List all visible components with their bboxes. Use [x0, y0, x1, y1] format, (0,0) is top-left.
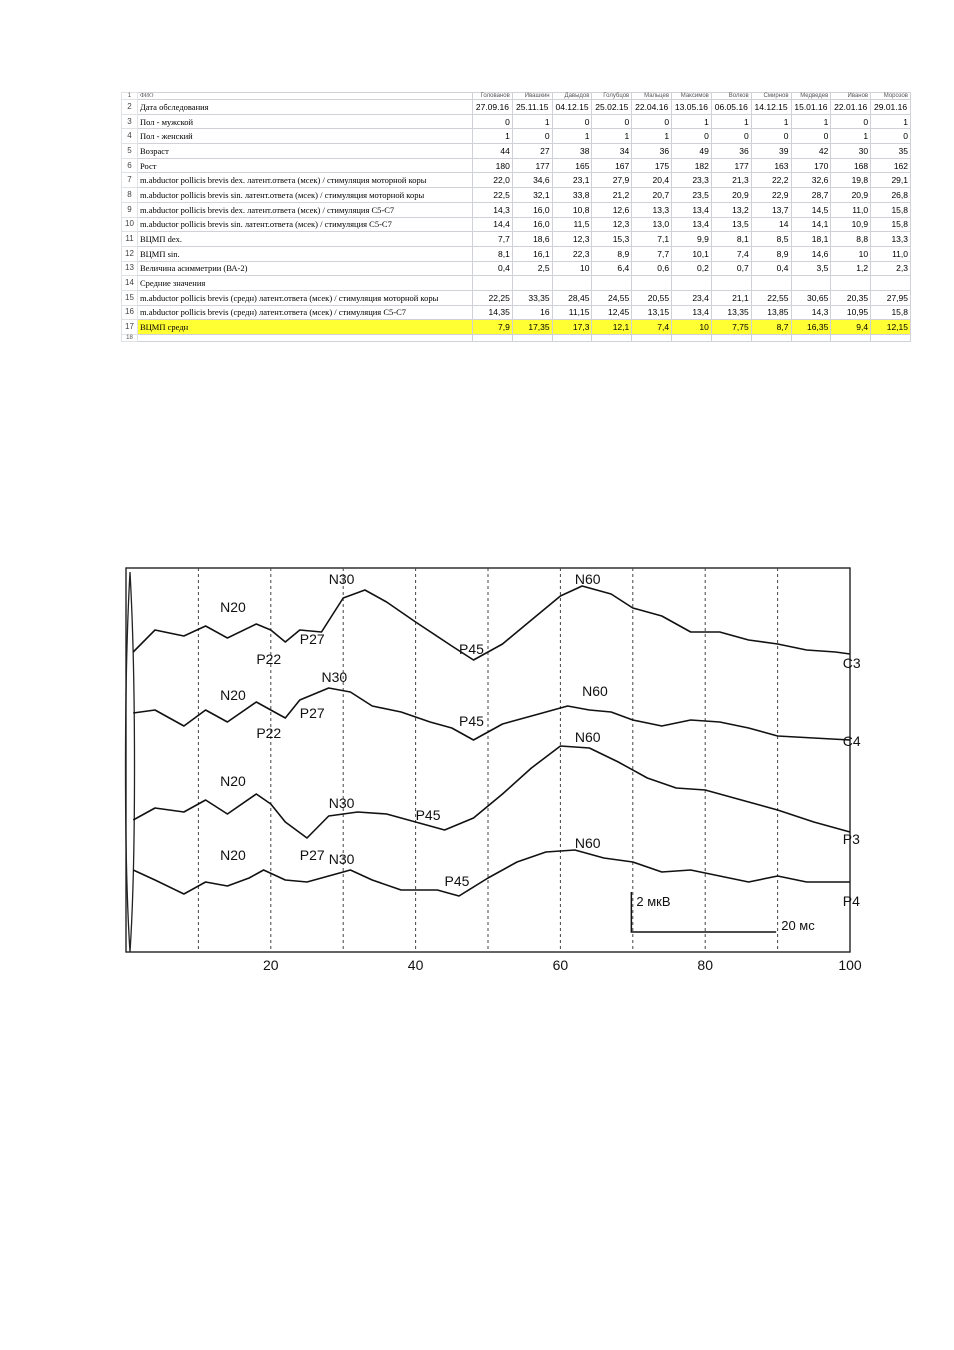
- value-cell: 15,8: [871, 217, 911, 232]
- value-cell: 8,7: [751, 320, 791, 335]
- value-cell: 182: [672, 158, 712, 173]
- x-tick-label: 100: [838, 957, 862, 973]
- row-label: Величина асимметрии (ВА-2): [138, 261, 473, 276]
- row-label: Пол - женский: [138, 129, 473, 144]
- row-number: 6: [122, 158, 138, 173]
- value-cell: 33,35: [512, 290, 552, 305]
- value-cell: Голованов: [473, 93, 513, 100]
- value-cell: 42: [791, 144, 831, 159]
- value-cell: [711, 335, 751, 342]
- value-cell: [871, 276, 911, 291]
- value-cell: 23,4: [672, 290, 712, 305]
- value-cell: 13,5: [711, 217, 751, 232]
- table-row: [122, 114, 911, 129]
- table-row: [122, 261, 911, 276]
- value-cell: 29,1: [871, 173, 911, 188]
- row-number: 10: [122, 217, 138, 232]
- value-cell: 167: [592, 158, 632, 173]
- value-cell: 22,55: [751, 290, 791, 305]
- value-cell: 1: [791, 114, 831, 129]
- value-cell: 13,3: [871, 232, 911, 247]
- row-number: 17: [122, 320, 138, 335]
- value-cell: Давыдов: [552, 93, 592, 100]
- x-tick-label: 60: [552, 957, 569, 973]
- value-cell: 8,8: [831, 232, 871, 247]
- row-label: Средние значения: [138, 276, 473, 291]
- value-cell: 27,9: [592, 173, 632, 188]
- value-cell: 13,0: [632, 217, 672, 232]
- row-number: 7: [122, 173, 138, 188]
- table-row: [122, 158, 911, 173]
- peak-label: N20: [220, 847, 246, 863]
- trace-p3: [133, 746, 850, 838]
- value-cell: 44: [473, 144, 513, 159]
- peak-label: N30: [328, 571, 355, 587]
- value-cell: 15.01.16: [791, 100, 831, 115]
- value-cell: 13,15: [632, 305, 672, 320]
- value-cell: 22,9: [751, 188, 791, 203]
- table-row: [122, 246, 911, 261]
- row-partial: [122, 335, 911, 342]
- table-row: [122, 129, 911, 144]
- peak-label: N30: [321, 669, 348, 685]
- value-cell: 19,8: [831, 173, 871, 188]
- channel-label: P3: [842, 831, 860, 847]
- value-cell: [552, 276, 592, 291]
- value-cell: 1: [672, 114, 712, 129]
- peak-label: P27: [299, 705, 325, 721]
- value-cell: Иванов: [831, 93, 871, 100]
- row-label: m.abductor pollicis brevis sin. латент.ответа (мсек) / стимуляция С5-С7: [138, 217, 473, 232]
- value-cell: [711, 276, 751, 291]
- row-number: 15: [122, 290, 138, 305]
- value-cell: 177: [512, 158, 552, 173]
- peak-label: N60: [574, 729, 601, 745]
- peak-label: N60: [582, 683, 608, 699]
- peak-label: P22: [256, 651, 282, 667]
- value-cell: 27.09.16: [473, 100, 513, 115]
- value-cell: 1: [831, 129, 871, 144]
- value-cell: 11,5: [552, 217, 592, 232]
- row-label: ВЦМП sin.: [138, 246, 473, 261]
- latency-data-table: [121, 92, 911, 342]
- value-cell: 10,1: [672, 246, 712, 261]
- peak-label: P45: [459, 713, 484, 729]
- row-number: 14: [122, 276, 138, 291]
- peak-label: N20: [220, 687, 246, 703]
- value-cell: 17,35: [512, 320, 552, 335]
- row-label: m.abductor pollicis brevis dex. латент.ответа (мсек) / стимуляция моторной коры: [138, 173, 473, 188]
- value-cell: 8,5: [751, 232, 791, 247]
- value-cell: 11,15: [552, 305, 592, 320]
- value-cell: Максимов: [672, 93, 712, 100]
- stimulus-artifact: [126, 572, 135, 952]
- value-cell: 18,6: [512, 232, 552, 247]
- value-cell: [473, 335, 513, 342]
- sep-waveform-figure: [118, 560, 862, 980]
- value-cell: 16,0: [512, 217, 552, 232]
- value-cell: 8,1: [711, 232, 751, 247]
- value-cell: 180: [473, 158, 513, 173]
- value-cell: [831, 276, 871, 291]
- value-cell: 33,8: [552, 188, 592, 203]
- row-number: 13: [122, 261, 138, 276]
- value-cell: [672, 335, 712, 342]
- value-cell: 12,15: [871, 320, 911, 335]
- row-number: 18: [122, 335, 138, 342]
- value-cell: 13,4: [672, 217, 712, 232]
- value-cell: 35: [871, 144, 911, 159]
- value-cell: 1,2: [831, 261, 871, 276]
- value-cell: 0: [592, 114, 632, 129]
- value-cell: 10: [552, 261, 592, 276]
- value-cell: 30: [831, 144, 871, 159]
- value-cell: [552, 335, 592, 342]
- row-label: Возраст: [138, 144, 473, 159]
- value-cell: 165: [552, 158, 592, 173]
- value-cell: 0: [831, 114, 871, 129]
- row-number: 1: [122, 93, 138, 100]
- value-cell: 2,3: [871, 261, 911, 276]
- value-cell: 32,1: [512, 188, 552, 203]
- value-cell: [871, 335, 911, 342]
- value-cell: Морозов: [871, 93, 911, 100]
- value-cell: 7,4: [632, 320, 672, 335]
- channel-label: C4: [842, 733, 861, 749]
- value-cell: 0: [711, 129, 751, 144]
- value-cell: 0: [512, 129, 552, 144]
- value-cell: 34: [592, 144, 632, 159]
- value-cell: 16,0: [512, 202, 552, 217]
- scale-amplitude-label: 2 мкВ: [636, 894, 671, 909]
- value-cell: 28,45: [552, 290, 592, 305]
- value-cell: 20,9: [711, 188, 751, 203]
- value-cell: 38: [552, 144, 592, 159]
- value-cell: 13,4: [672, 305, 712, 320]
- value-cell: 36: [711, 144, 751, 159]
- value-cell: 1: [473, 129, 513, 144]
- value-cell: Ивашкин: [512, 93, 552, 100]
- value-cell: 9,4: [831, 320, 871, 335]
- value-cell: 39: [751, 144, 791, 159]
- value-cell: 7,7: [632, 246, 672, 261]
- value-cell: 23,1: [552, 173, 592, 188]
- value-cell: 10,9: [831, 217, 871, 232]
- value-cell: 12,6: [592, 202, 632, 217]
- value-cell: 11,0: [831, 202, 871, 217]
- value-cell: 0: [672, 129, 712, 144]
- value-cell: [592, 335, 632, 342]
- value-cell: Волков: [711, 93, 751, 100]
- value-cell: 15,3: [592, 232, 632, 247]
- value-cell: [831, 335, 871, 342]
- value-cell: Голубцов: [592, 93, 632, 100]
- value-cell: 20,55: [632, 290, 672, 305]
- value-cell: 13,4: [672, 202, 712, 217]
- value-cell: 1: [512, 114, 552, 129]
- row-label: ВЦМП dex.: [138, 232, 473, 247]
- value-cell: [672, 276, 712, 291]
- value-cell: [751, 276, 791, 291]
- value-cell: 13,35: [711, 305, 751, 320]
- value-cell: 7,7: [473, 232, 513, 247]
- table-row: [122, 202, 911, 217]
- value-cell: [751, 335, 791, 342]
- value-cell: 0: [751, 129, 791, 144]
- value-cell: 10: [672, 320, 712, 335]
- x-tick-label: 80: [697, 957, 713, 973]
- row-label: m.abductor pollicis brevis dex. латент.ответа (мсек) / стимуляция С5-С7: [138, 202, 473, 217]
- value-cell: 14,3: [473, 202, 513, 217]
- value-cell: [791, 276, 831, 291]
- row-number: 11: [122, 232, 138, 247]
- value-cell: 20,7: [632, 188, 672, 203]
- peak-label: P45: [444, 873, 470, 889]
- value-cell: Мальцев: [632, 93, 672, 100]
- peak-label: P27: [299, 631, 325, 647]
- value-cell: 14.12.15: [751, 100, 791, 115]
- value-cell: 7,75: [711, 320, 751, 335]
- table-row: [122, 305, 911, 320]
- trace-c3: [133, 586, 850, 660]
- value-cell: 13.05.16: [672, 100, 712, 115]
- peak-label: N30: [328, 795, 355, 811]
- value-cell: 06.05.16: [711, 100, 751, 115]
- value-cell: 1: [871, 114, 911, 129]
- table-row: [122, 173, 911, 188]
- value-cell: 14,4: [473, 217, 513, 232]
- value-cell: Медведев: [791, 93, 831, 100]
- value-cell: 16: [512, 305, 552, 320]
- row-label: [138, 335, 473, 342]
- value-cell: 32,6: [791, 173, 831, 188]
- value-cell: 13,2: [711, 202, 751, 217]
- value-cell: 175: [632, 158, 672, 173]
- row-label: Пол - мужской: [138, 114, 473, 129]
- row-number: 16: [122, 305, 138, 320]
- row-label: Рост: [138, 158, 473, 173]
- value-cell: [512, 335, 552, 342]
- value-cell: 22,5: [473, 188, 513, 203]
- value-cell: 16,1: [512, 246, 552, 261]
- value-cell: 14,35: [473, 305, 513, 320]
- value-cell: 0,2: [672, 261, 712, 276]
- table-row: [122, 276, 911, 291]
- value-cell: 30,65: [791, 290, 831, 305]
- value-cell: 162: [871, 158, 911, 173]
- value-cell: 15,8: [871, 305, 911, 320]
- peak-label: N20: [220, 599, 246, 615]
- table-row: [122, 144, 911, 159]
- value-cell: 12,45: [592, 305, 632, 320]
- value-cell: [512, 276, 552, 291]
- value-cell: 170: [791, 158, 831, 173]
- value-cell: 28,7: [791, 188, 831, 203]
- value-cell: 8,9: [592, 246, 632, 261]
- row-number: 12: [122, 246, 138, 261]
- value-cell: 1: [632, 129, 672, 144]
- value-cell: 3,5: [791, 261, 831, 276]
- value-cell: 21,1: [711, 290, 751, 305]
- value-cell: 7,1: [632, 232, 672, 247]
- value-cell: 20,4: [632, 173, 672, 188]
- value-cell: 10: [831, 246, 871, 261]
- value-cell: 23,5: [672, 188, 712, 203]
- value-cell: 14: [751, 217, 791, 232]
- row-label: Дата обследования: [138, 100, 473, 115]
- value-cell: 0,6: [632, 261, 672, 276]
- table-row: [122, 232, 911, 247]
- value-cell: Смирнов: [751, 93, 791, 100]
- value-cell: 24,55: [592, 290, 632, 305]
- value-cell: 0: [791, 129, 831, 144]
- row-label: m.abductor pollicis brevis (средн) латент.ответа (мсек) / стимуляция С5-С7: [138, 305, 473, 320]
- table-row: [122, 217, 911, 232]
- value-cell: 22.04.16: [632, 100, 672, 115]
- value-cell: 29.01.16: [871, 100, 911, 115]
- value-cell: 23,3: [672, 173, 712, 188]
- value-cell: [632, 335, 672, 342]
- value-cell: 21,2: [592, 188, 632, 203]
- value-cell: 8,9: [751, 246, 791, 261]
- value-cell: 22,2: [751, 173, 791, 188]
- value-cell: 17,3: [552, 320, 592, 335]
- value-cell: 0,4: [473, 261, 513, 276]
- value-cell: [791, 335, 831, 342]
- value-cell: 13,85: [751, 305, 791, 320]
- table-row: [122, 188, 911, 203]
- value-cell: 20,35: [831, 290, 871, 305]
- value-cell: 22,25: [473, 290, 513, 305]
- value-cell: 36: [632, 144, 672, 159]
- value-cell: 7,9: [473, 320, 513, 335]
- value-cell: 14,5: [791, 202, 831, 217]
- value-cell: 13,3: [632, 202, 672, 217]
- value-cell: 49: [672, 144, 712, 159]
- value-cell: 1: [711, 114, 751, 129]
- value-cell: 13,7: [751, 202, 791, 217]
- value-cell: 18,1: [791, 232, 831, 247]
- value-cell: [632, 276, 672, 291]
- table-row: [122, 290, 911, 305]
- value-cell: 27: [512, 144, 552, 159]
- value-cell: 0: [632, 114, 672, 129]
- value-cell: 25.02.15: [592, 100, 632, 115]
- peak-label: P27: [299, 847, 325, 863]
- value-cell: 0: [473, 114, 513, 129]
- value-cell: 177: [711, 158, 751, 173]
- value-cell: [592, 276, 632, 291]
- peak-label: N60: [574, 571, 601, 587]
- value-cell: 04.12.15: [552, 100, 592, 115]
- header-row-partial: [122, 93, 911, 100]
- peak-label: P45: [459, 641, 484, 657]
- value-cell: 12,3: [592, 217, 632, 232]
- value-cell: 26,8: [871, 188, 911, 203]
- value-cell: [473, 276, 513, 291]
- value-cell: 14,6: [791, 246, 831, 261]
- peak-label: N60: [574, 835, 601, 851]
- value-cell: 1: [592, 129, 632, 144]
- x-tick-label: 20: [263, 957, 279, 973]
- peak-label: P22: [256, 725, 282, 741]
- channel-label: C3: [842, 655, 861, 671]
- value-cell: 0,7: [711, 261, 751, 276]
- row-label: m.abductor pollicis brevis (средн) латент.ответа (мсек) / стимуляция моторной коры: [138, 290, 473, 305]
- value-cell: 0: [871, 129, 911, 144]
- row-number: 2: [122, 100, 138, 115]
- peak-label: N30: [328, 851, 355, 867]
- value-cell: 0,4: [751, 261, 791, 276]
- value-cell: 9,9: [672, 232, 712, 247]
- value-cell: 16,35: [791, 320, 831, 335]
- value-cell: 10,95: [831, 305, 871, 320]
- value-cell: 1: [751, 114, 791, 129]
- peak-label: N20: [220, 773, 246, 789]
- row-number: 8: [122, 188, 138, 203]
- value-cell: 6,4: [592, 261, 632, 276]
- scale-time-label: 20 мс: [781, 918, 815, 933]
- value-cell: 14,3: [791, 305, 831, 320]
- value-cell: 22,0: [473, 173, 513, 188]
- value-cell: 15,8: [871, 202, 911, 217]
- value-cell: 21,3: [711, 173, 751, 188]
- row-number: 3: [122, 114, 138, 129]
- value-cell: 22,3: [552, 246, 592, 261]
- peak-label: P45: [415, 807, 441, 823]
- value-cell: 1: [552, 129, 592, 144]
- value-cell: 12,3: [552, 232, 592, 247]
- value-cell: 0: [552, 114, 592, 129]
- value-cell: 2,5: [512, 261, 552, 276]
- value-cell: 11,0: [871, 246, 911, 261]
- value-cell: 14,1: [791, 217, 831, 232]
- value-cell: 163: [751, 158, 791, 173]
- highlight-row: [122, 320, 911, 335]
- value-cell: 20,9: [831, 188, 871, 203]
- value-cell: 12,1: [592, 320, 632, 335]
- row-label: ВЦМП средн: [138, 320, 473, 335]
- row-number: 4: [122, 129, 138, 144]
- row-label: m.abductor pollicis brevis sin. латент.ответа (мсек) / стимуляция моторной коры: [138, 188, 473, 203]
- row-number: 5: [122, 144, 138, 159]
- value-cell: 168: [831, 158, 871, 173]
- date-row: [122, 100, 911, 115]
- row-label: ФИО: [138, 93, 473, 100]
- value-cell: 25.11.15: [512, 100, 552, 115]
- value-cell: 10,8: [552, 202, 592, 217]
- value-cell: 8,1: [473, 246, 513, 261]
- value-cell: 27,95: [871, 290, 911, 305]
- row-number: 9: [122, 202, 138, 217]
- value-cell: 22.01.16: [831, 100, 871, 115]
- value-cell: 34,6: [512, 173, 552, 188]
- x-tick-label: 40: [407, 957, 424, 973]
- channel-label: P4: [842, 893, 860, 909]
- value-cell: 7,4: [711, 246, 751, 261]
